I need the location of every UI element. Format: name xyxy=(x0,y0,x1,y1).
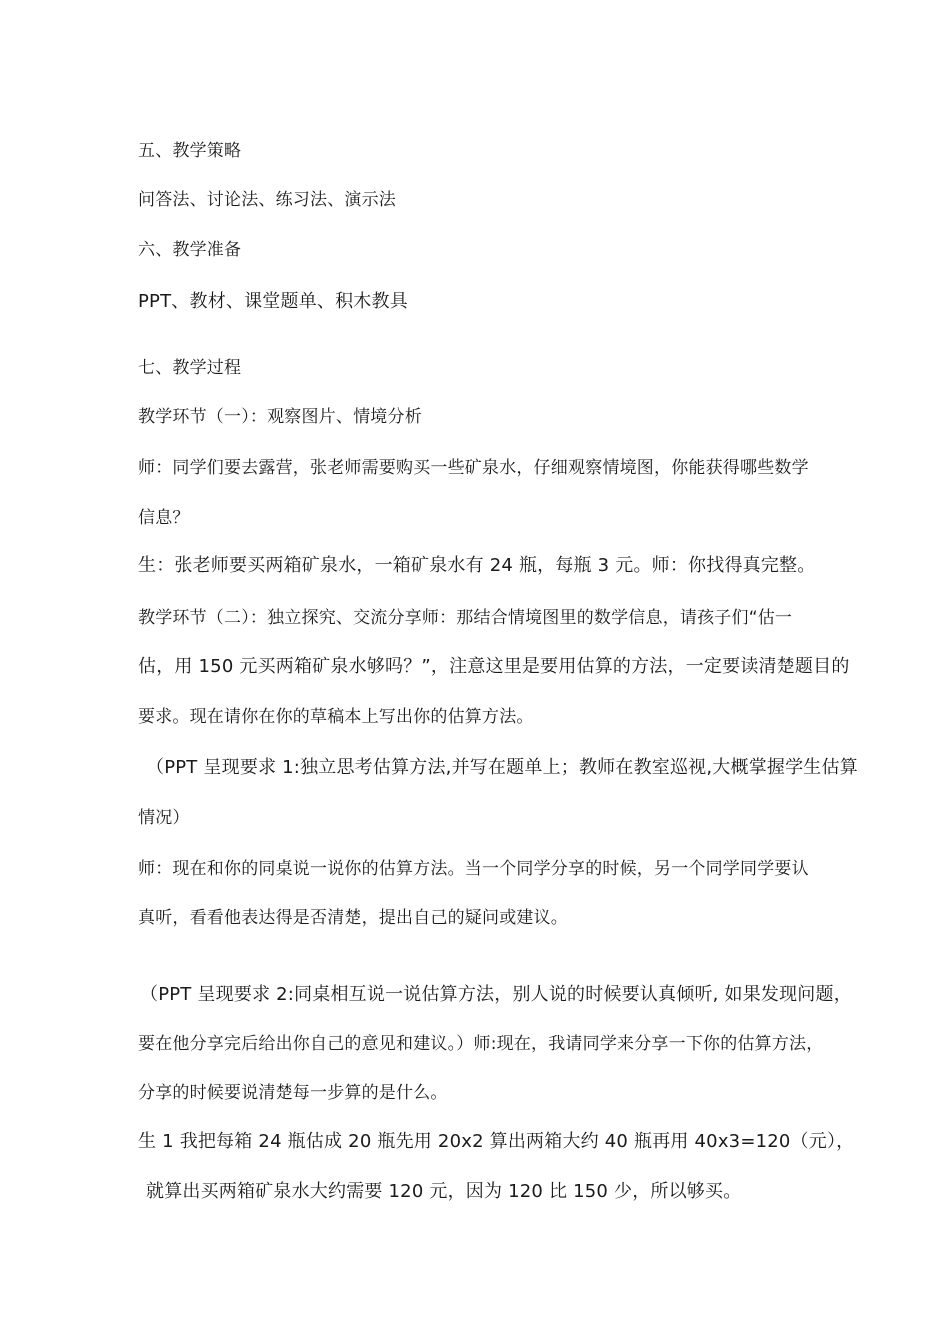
paragraph-ppt-requirement-two-line1: （PPT 呈现要求 2:同桌相互说一说估算方法，别人说的时候要认真倾听, 如果发现问题， xyxy=(140,984,852,1005)
paragraph-stage-two-line2: 估，用 150 元买两箱矿泉水够吗？”，注意这里是要用估算的方法，一定要读清楚题目的 xyxy=(138,656,850,677)
paragraph-ppt-requirement-two-line3: 分享的时候要说清楚每一步算的是什么。 xyxy=(138,1083,448,1103)
paragraph-stage-two-line1: 教学环节（二）：独立探究、交流分享师：那结合情境图里的数学信息，请孩子们“估一 xyxy=(138,608,793,628)
paragraph-preparation-items: PPT、教材、课堂题单、积木教具 xyxy=(138,291,408,312)
paragraph-pair-share-line1: 师：现在和你的同桌说一说你的估算方法。当一个同学分享的时候，另一个同学同学要认 xyxy=(138,859,809,879)
paragraph-ppt-requirement-two-line2: 要在他分享完后给出你自己的意见和建议。）师:现在，我请同学来分享一下你的估算方法， xyxy=(138,1034,824,1054)
paragraph-stage-two-line3: 要求。现在请你在你的草稿本上写出你的估算方法。 xyxy=(138,707,534,727)
heading-teaching-preparation: 六、教学准备 xyxy=(138,240,242,260)
heading-teaching-strategy: 五、教学策略 xyxy=(138,141,242,161)
paragraph-ppt-requirement-one-line1: （PPT 呈现要求 1:独立思考估算方法,并写在题单上；教师在教室巡视,大概掌握学生估算 xyxy=(146,757,858,778)
paragraph-stage-one: 教学环节（一）：观察图片、情境分析 xyxy=(138,407,422,427)
paragraph-teacher-question-line1: 师：同学们要去露营，张老师需要购买一些矿泉水，仔细观察情境图，你能获得哪些数学 xyxy=(138,458,809,478)
heading-teaching-process: 七、教学过程 xyxy=(138,358,242,378)
paragraph-teacher-question-line2: 信息？ xyxy=(138,508,190,528)
paragraph-student-one-line2: 就算出买两箱矿泉水大约需要 120 元，因为 120 比 150 少，所以够买。 xyxy=(146,1181,742,1202)
paragraph-pair-share-line2: 真听，看看他表达得是否清楚，提出自己的疑问或建议。 xyxy=(138,908,568,928)
paragraph-ppt-requirement-one-line2: 情况） xyxy=(138,808,190,828)
paragraph-student-one-line1: 生 1 我把每箱 24 瓶估成 20 瓶先用 20x2 算出两箱大约 40 瓶再用 40x3=120（元）， xyxy=(138,1131,855,1152)
paragraph-student-answer: 生：张老师要买两箱矿泉水，一箱矿泉水有 24 瓶，每瓶 3 元。师：你找得真完整。 xyxy=(138,555,816,576)
paragraph-strategy-methods: 问答法、讨论法、练习法、演示法 xyxy=(138,190,396,210)
